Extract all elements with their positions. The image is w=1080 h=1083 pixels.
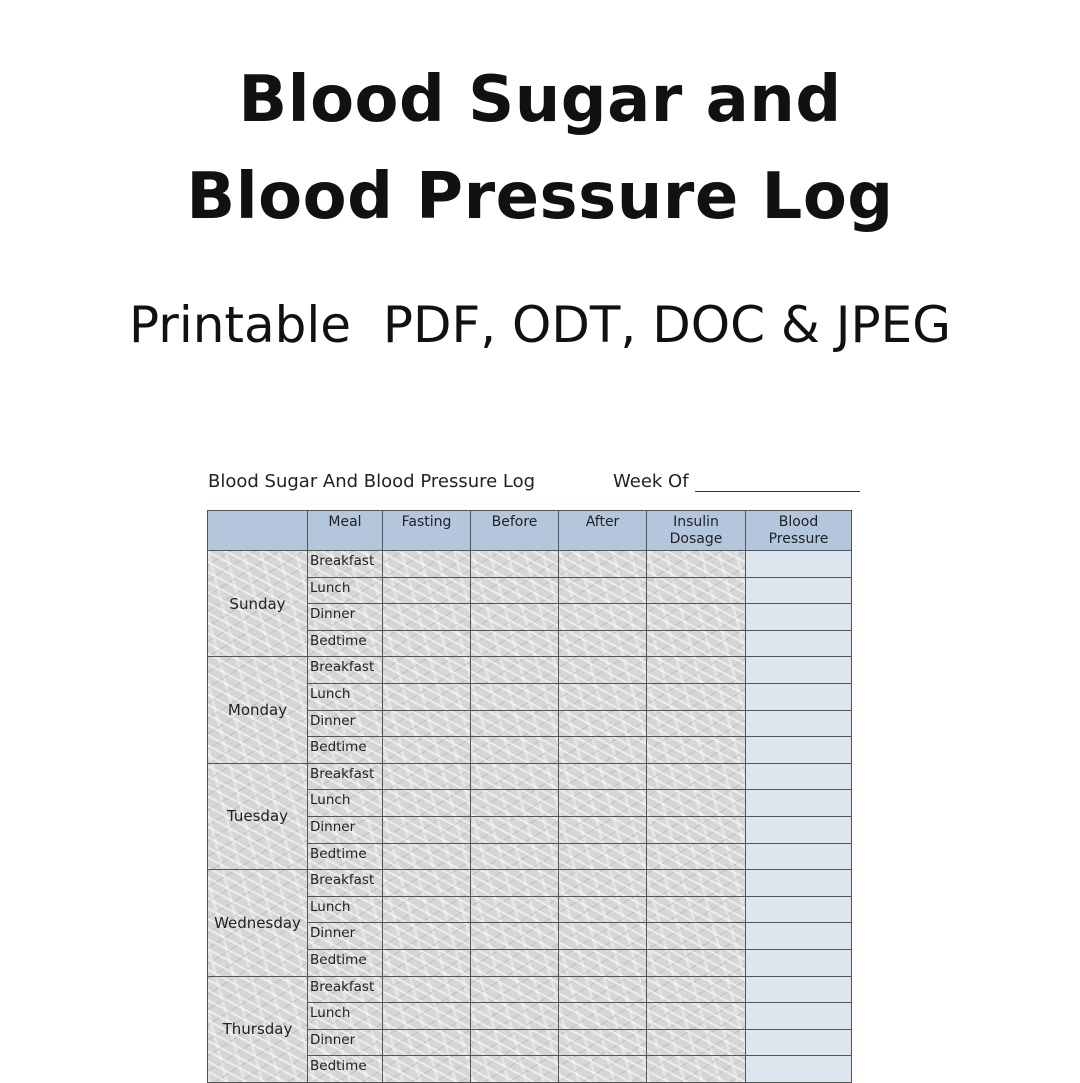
insulin-dosage-cell: [647, 711, 746, 738]
column-header: Before: [471, 511, 559, 551]
fasting-cell: [383, 977, 471, 1004]
fasting-cell: [383, 870, 471, 897]
day-label: Thursday: [208, 977, 308, 1083]
before-cell: [471, 684, 559, 711]
before-cell: [471, 764, 559, 791]
insulin-dosage-cell: [647, 977, 746, 1004]
meal-label: Lunch: [308, 578, 383, 605]
insulin-dosage-cell: [647, 817, 746, 844]
fasting-cell: [383, 604, 471, 631]
after-cell: [559, 977, 647, 1004]
fasting-cell: [383, 923, 471, 950]
after-cell: [559, 711, 647, 738]
meal-label: Dinner: [308, 817, 383, 844]
blood-pressure-cell: [746, 711, 852, 738]
day-label: Monday: [208, 657, 308, 763]
after-cell: [559, 551, 647, 578]
before-cell: [471, 711, 559, 738]
page-title: [0, 52, 1080, 246]
after-cell: [559, 844, 647, 871]
meal-label: Breakfast: [308, 657, 383, 684]
before-cell: [471, 950, 559, 977]
fasting-cell: [383, 657, 471, 684]
column-header: Blood Pressure: [746, 511, 852, 551]
fasting-cell: [383, 1056, 471, 1083]
title-line-2: Blood Pressure Log: [186, 160, 894, 234]
column-header: Meal: [308, 511, 383, 551]
blood-pressure-cell: [746, 737, 852, 764]
blood-pressure-cell: [746, 950, 852, 977]
meal-label: Lunch: [308, 790, 383, 817]
insulin-dosage-cell: [647, 923, 746, 950]
after-cell: [559, 604, 647, 631]
meal-label: Dinner: [308, 711, 383, 738]
insulin-dosage-cell: [647, 684, 746, 711]
meal-label: Bedtime: [308, 1056, 383, 1083]
insulin-dosage-cell: [647, 1030, 746, 1057]
blood-pressure-cell: [746, 817, 852, 844]
blood-pressure-cell: [746, 844, 852, 871]
after-cell: [559, 684, 647, 711]
meal-label: Lunch: [308, 1003, 383, 1030]
fasting-cell: [383, 578, 471, 605]
after-cell: [559, 923, 647, 950]
before-cell: [471, 737, 559, 764]
insulin-dosage-cell: [647, 657, 746, 684]
before-cell: [471, 631, 559, 658]
insulin-dosage-cell: [647, 1003, 746, 1030]
column-header: [208, 511, 308, 551]
before-cell: [471, 657, 559, 684]
before-cell: [471, 923, 559, 950]
meal-label: Dinner: [308, 604, 383, 631]
blood-pressure-cell: [746, 977, 852, 1004]
log-table: [207, 510, 852, 1083]
fasting-cell: [383, 711, 471, 738]
fasting-cell: [383, 950, 471, 977]
before-cell: [471, 870, 559, 897]
insulin-dosage-cell: [647, 897, 746, 924]
fasting-cell: [383, 817, 471, 844]
blood-pressure-cell: [746, 1030, 852, 1057]
column-header: Insulin Dosage: [647, 511, 746, 551]
fasting-cell: [383, 844, 471, 871]
before-cell: [471, 604, 559, 631]
fasting-cell: [383, 684, 471, 711]
insulin-dosage-cell: [647, 844, 746, 871]
blood-pressure-cell: [746, 657, 852, 684]
before-cell: [471, 844, 559, 871]
blood-pressure-cell: [746, 604, 852, 631]
meal-label: Bedtime: [308, 950, 383, 977]
blood-pressure-cell: [746, 684, 852, 711]
after-cell: [559, 1030, 647, 1057]
blood-pressure-cell: [746, 578, 852, 605]
after-cell: [559, 657, 647, 684]
blood-pressure-cell: [746, 870, 852, 897]
after-cell: [559, 764, 647, 791]
before-cell: [471, 551, 559, 578]
before-cell: [471, 1056, 559, 1083]
fasting-cell: [383, 737, 471, 764]
column-header: After: [559, 511, 647, 551]
blood-pressure-cell: [746, 764, 852, 791]
before-cell: [471, 1030, 559, 1057]
before-cell: [471, 1003, 559, 1030]
after-cell: [559, 897, 647, 924]
fasting-cell: [383, 897, 471, 924]
meal-label: Lunch: [308, 897, 383, 924]
log-header: [208, 468, 868, 496]
meal-label: Dinner: [308, 923, 383, 950]
after-cell: [559, 578, 647, 605]
fasting-cell: [383, 551, 471, 578]
fasting-cell: [383, 764, 471, 791]
format-subtitle: Printable PDF, ODT, DOC & JPEG: [129, 296, 951, 354]
blood-pressure-cell: [746, 631, 852, 658]
meal-label: Lunch: [308, 684, 383, 711]
day-label: Wednesday: [208, 870, 308, 976]
insulin-dosage-cell: [647, 764, 746, 791]
blood-pressure-cell: [746, 923, 852, 950]
meal-label: Breakfast: [308, 977, 383, 1004]
after-cell: [559, 1003, 647, 1030]
week-of-blank-line: [695, 491, 860, 492]
week-of-label: Week Of: [613, 471, 689, 492]
before-cell: [471, 790, 559, 817]
after-cell: [559, 870, 647, 897]
meal-label: Dinner: [308, 1030, 383, 1057]
title-line-1: Blood Sugar and: [238, 63, 842, 137]
insulin-dosage-cell: [647, 631, 746, 658]
insulin-dosage-cell: [647, 870, 746, 897]
meal-label: Bedtime: [308, 737, 383, 764]
fasting-cell: [383, 790, 471, 817]
before-cell: [471, 817, 559, 844]
meal-label: Breakfast: [308, 764, 383, 791]
blood-pressure-cell: [746, 551, 852, 578]
after-cell: [559, 631, 647, 658]
meal-label: Bedtime: [308, 844, 383, 871]
blood-pressure-cell: [746, 790, 852, 817]
meal-label: Bedtime: [308, 631, 383, 658]
column-header: Fasting: [383, 511, 471, 551]
fasting-cell: [383, 1003, 471, 1030]
before-cell: [471, 578, 559, 605]
insulin-dosage-cell: [647, 1056, 746, 1083]
blood-pressure-cell: [746, 1003, 852, 1030]
before-cell: [471, 977, 559, 1004]
blood-pressure-cell: [746, 897, 852, 924]
fasting-cell: [383, 1030, 471, 1057]
meal-label: Breakfast: [308, 870, 383, 897]
after-cell: [559, 1056, 647, 1083]
insulin-dosage-cell: [647, 604, 746, 631]
blood-pressure-cell: [746, 1056, 852, 1083]
insulin-dosage-cell: [647, 790, 746, 817]
after-cell: [559, 950, 647, 977]
after-cell: [559, 737, 647, 764]
day-label: Sunday: [208, 551, 308, 657]
insulin-dosage-cell: [647, 551, 746, 578]
insulin-dosage-cell: [647, 737, 746, 764]
log-heading: Blood Sugar And Blood Pressure Log: [208, 471, 536, 492]
insulin-dosage-cell: [647, 950, 746, 977]
after-cell: [559, 817, 647, 844]
insulin-dosage-cell: [647, 578, 746, 605]
fasting-cell: [383, 631, 471, 658]
after-cell: [559, 790, 647, 817]
meal-label: Breakfast: [308, 551, 383, 578]
day-label: Tuesday: [208, 764, 308, 870]
before-cell: [471, 897, 559, 924]
